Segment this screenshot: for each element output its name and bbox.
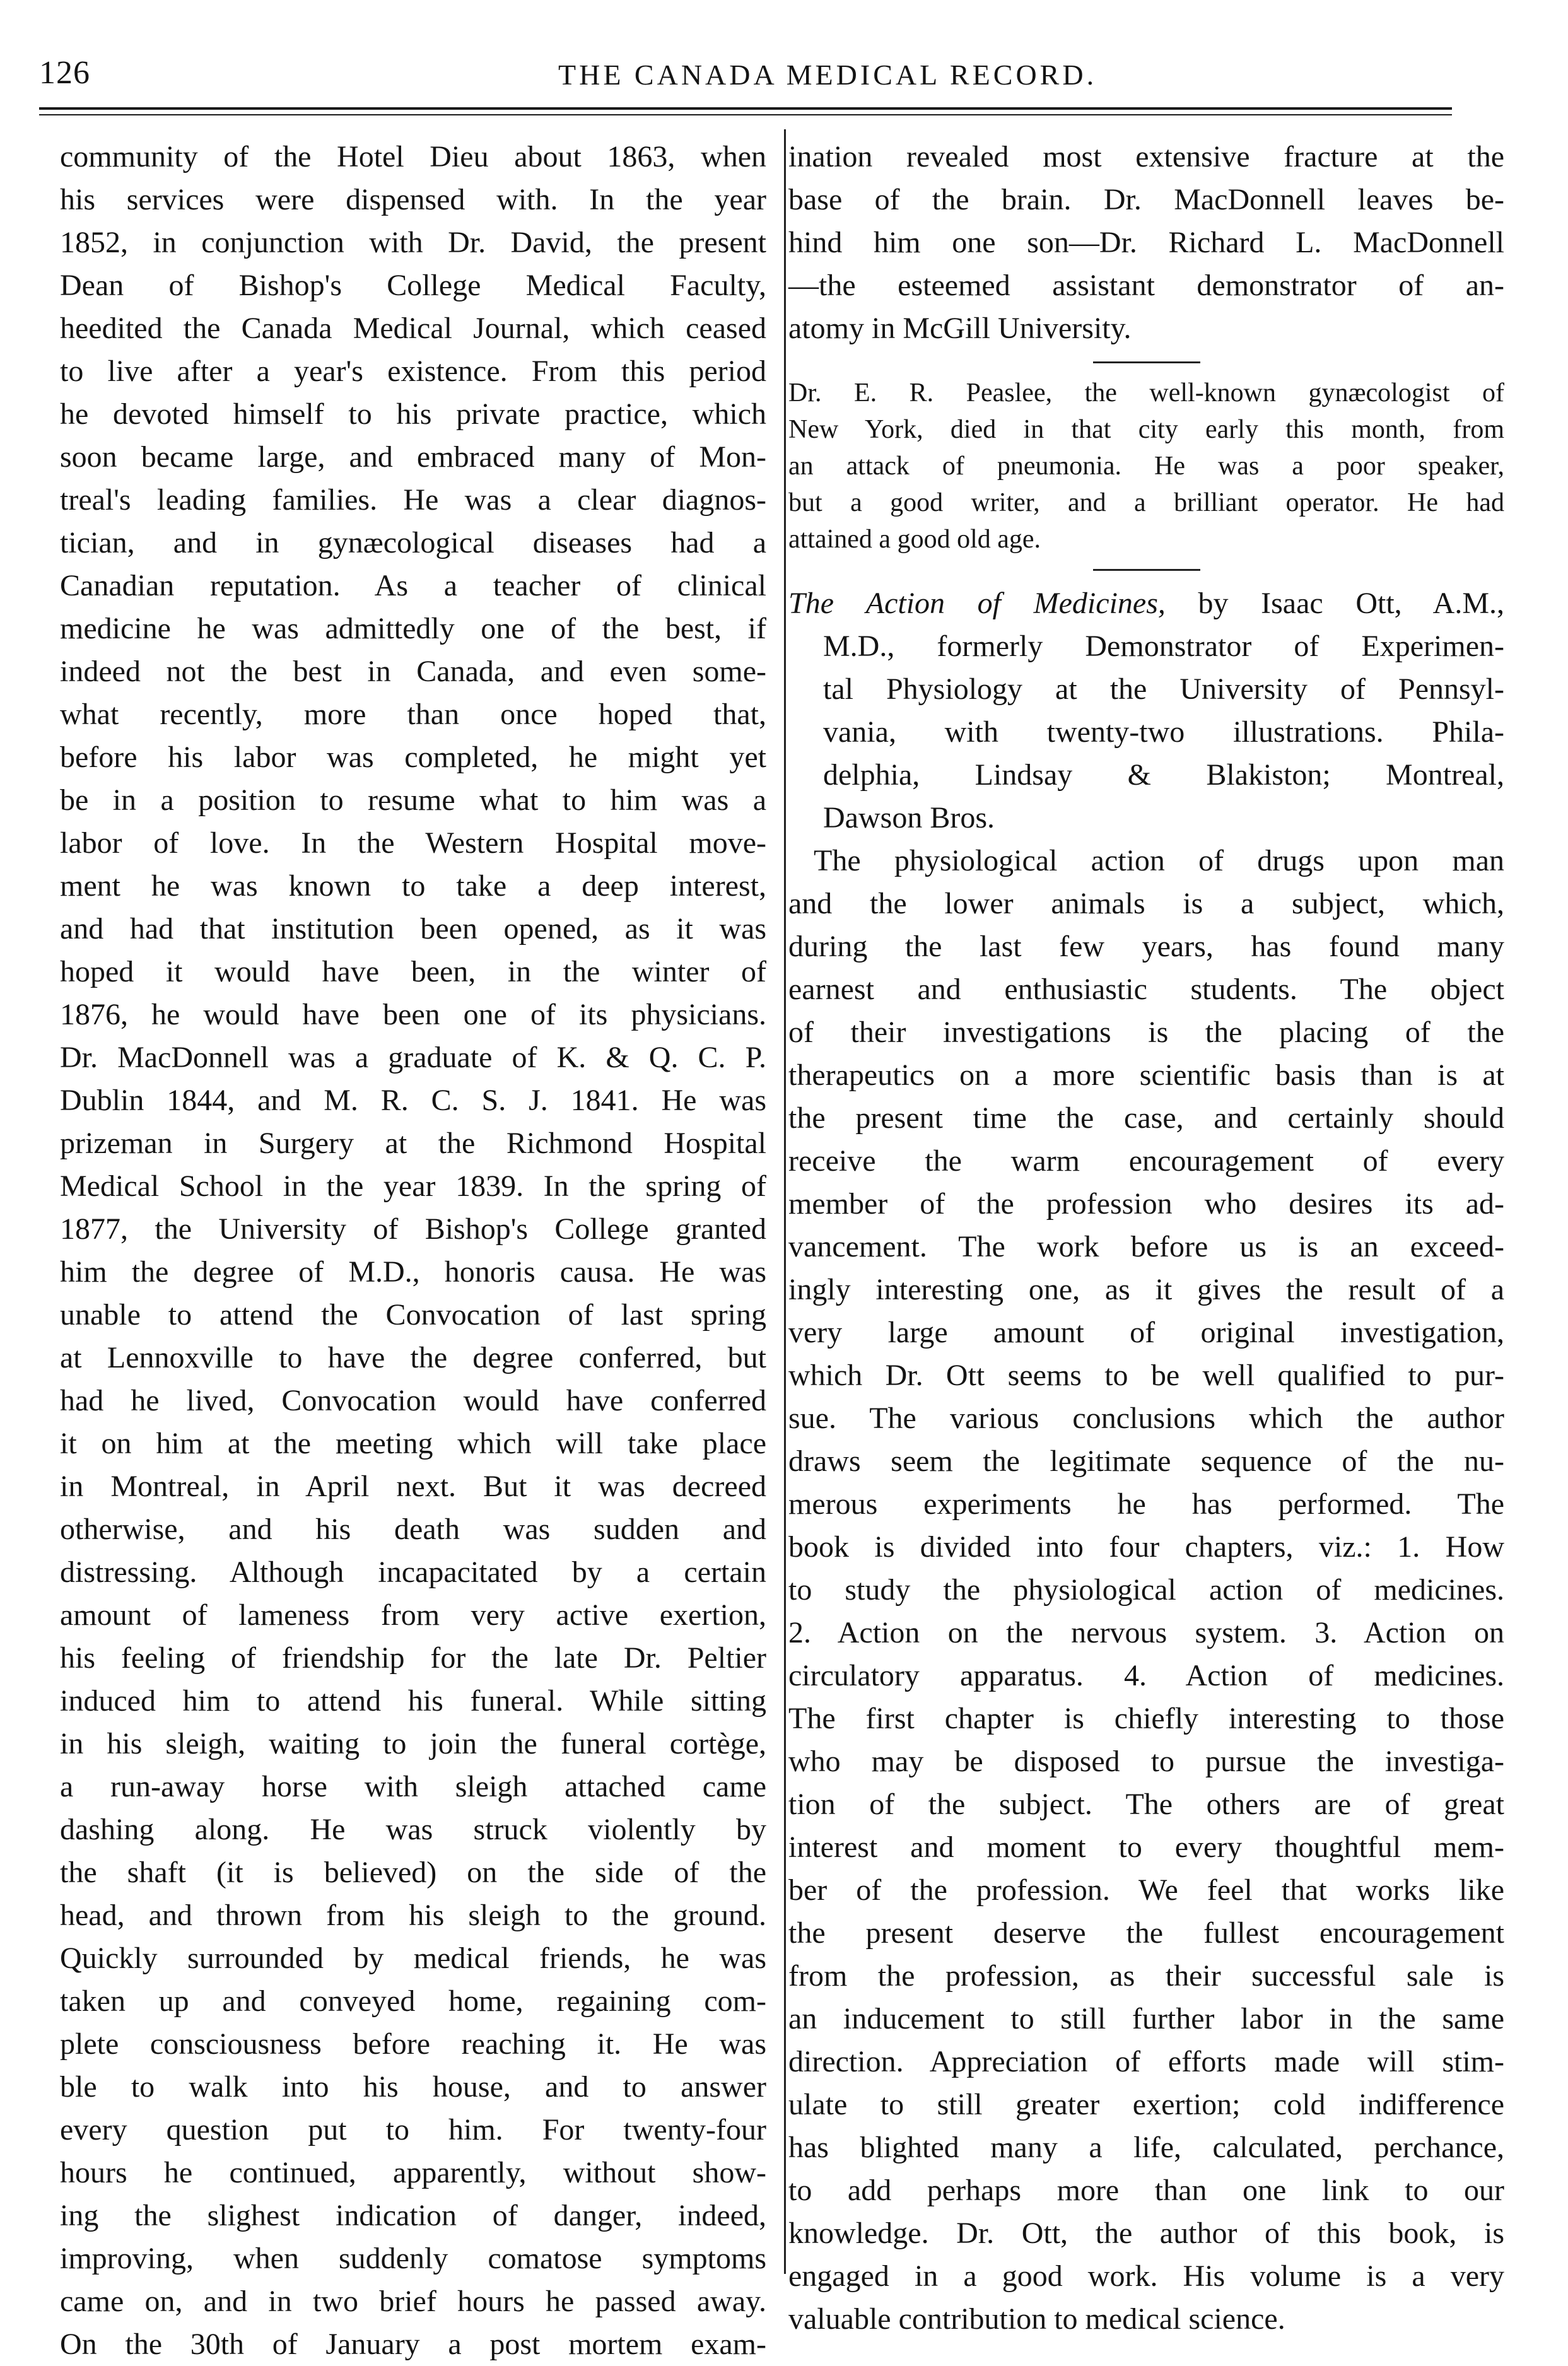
text-line: labor of love. In the Western Hospital move-	[60, 826, 766, 860]
text-line: his feeling of friendship for the late Dr. Peltier	[60, 1641, 766, 1675]
text-line: treal's leading families. He was a clear diagnos-	[60, 483, 766, 517]
section-separator	[1093, 569, 1200, 571]
text-line: has blighted many a life, calculated, perchance,	[788, 2131, 1504, 2164]
book-title: The Action of Medicines,	[788, 587, 1166, 620]
text-line: community of the Hotel Dieu about 1863, when	[60, 140, 766, 173]
text-line: knowledge. Dr. Ott, the author of this book, is	[788, 2217, 1504, 2250]
text-line: at Lennoxville to have the degree conferred, but	[60, 1341, 766, 1374]
text-line: an attack of pneumonia. He was a poor speaker,	[788, 452, 1504, 481]
text-line: the present deserve the fullest encouragement	[788, 1916, 1504, 1950]
text-line: tician, and in gynæcological diseases had a	[60, 526, 766, 559]
review-heading	[788, 582, 1504, 625]
text-line: ination revealed most extensive fracture at the	[788, 140, 1504, 173]
book-review	[788, 582, 1504, 2341]
text-line: ulate to still greater exertion; cold indifference	[788, 2088, 1504, 2121]
text-line: to live after a year's existence. From this period	[60, 354, 766, 388]
text-line: ingly interesting one, as it gives the result of a	[788, 1273, 1504, 1306]
section-separator	[1093, 361, 1200, 363]
text-line: Canadian reputation. As a teacher of clinical	[60, 569, 766, 602]
text-line: an inducement to still further labor in the same	[788, 2002, 1504, 2035]
text-line: merous experiments he has performed. The	[788, 1487, 1504, 1521]
text-line: he devoted himself to his private practice, which	[60, 397, 766, 431]
text-line: prizeman in Surgery at the Richmond Hospital	[60, 1127, 766, 1160]
text-line: what recently, more than once hoped that,	[60, 698, 766, 731]
text-line: otherwise, and his death was sudden and	[60, 1513, 766, 1546]
header-rule-thin	[39, 114, 1452, 115]
text-line: tal Physiology at the University of Pennsyl-	[823, 672, 1504, 706]
text-line: 1877, the University of Bishop's College granted	[60, 1212, 766, 1246]
column-divider	[784, 129, 786, 2274]
text-line: The physiological action of drugs upon man	[814, 844, 1504, 877]
text-line: and the lower animals is a subject, which,	[788, 887, 1504, 920]
text-line: before his labor was completed, he might yet	[60, 741, 766, 774]
text-line: tion of the subject. The others are of great	[788, 1788, 1504, 1821]
text-line: to study the physiological action of medicines.	[788, 1573, 1504, 1607]
text-line: came on, and in two brief hours he passed away.	[60, 2285, 766, 2318]
text-line: The first chapter is chiefly interesting to those	[788, 1702, 1504, 1735]
text-line: On the 30th of January a post mortem exam-	[60, 2328, 766, 2361]
text-line: induced him to attend his funeral. While sitting	[60, 1684, 766, 1718]
text-line: Dr. MacDonnell was a graduate of K. & Q. C. P.	[60, 1041, 766, 1074]
text-line: Dean of Bishop's College Medical Faculty,	[60, 269, 766, 302]
text-line: who may be disposed to pursue the investiga-	[788, 1745, 1504, 1778]
text-line: dashing along. He was struck violently by	[60, 1813, 766, 1846]
text-line: interest and moment to every thoughtful mem-	[788, 1830, 1504, 1864]
text-line: vancement. The work before us is an exceed-	[788, 1230, 1504, 1263]
text-line: amount of lameness from very active exertion,	[60, 1598, 766, 1632]
text-line: improving, when suddenly comatose symptoms	[60, 2242, 766, 2275]
text-line: ber of the profession. We feel that works like	[788, 1873, 1504, 1907]
text-line: —the esteemed assistant demonstrator of an-	[788, 269, 1504, 302]
text-line: 1852, in conjunction with Dr. David, the present	[60, 226, 766, 259]
text-line: ment he was known to take a deep interest,	[60, 869, 766, 903]
text-line: base of the brain. Dr. MacDonnell leaves be-	[788, 183, 1504, 216]
text-line: hours he continued, apparently, without show-	[60, 2156, 766, 2189]
text-line: atomy in McGill University.	[788, 312, 1132, 345]
text-line: every question put to him. For twenty-four	[60, 2113, 766, 2146]
text-line: in his sleigh, waiting to join the funeral cortège,	[60, 1727, 766, 1760]
text-line: Dublin 1844, and M. R. C. S. J. 1841. He was	[60, 1084, 766, 1117]
text-line: heedited the Canada Medical Journal, which ceased	[60, 312, 766, 345]
text-line: but a good writer, and a brilliant operator. He had	[788, 488, 1504, 517]
text-line: Quickly surrounded by medical friends, he was	[60, 1941, 766, 1975]
text-line: him the degree of M.D., honoris causa. He was	[60, 1255, 766, 1289]
text-line: circulatory apparatus. 4. Action of medicines.	[788, 1659, 1504, 1692]
text-line: valuable contribution to medical science.	[788, 2302, 1285, 2336]
text-line: New York, died in that city early this month, from	[788, 415, 1504, 444]
text-line: it on him at the meeting which will take place	[60, 1427, 766, 1460]
header-rule	[39, 107, 1452, 110]
text-line: hoped it would have been, in the winter of	[60, 955, 766, 988]
text-line: receive the warm encouragement of every	[788, 1144, 1504, 1178]
review-author: by Isaac Ott, A.M.,	[1165, 587, 1504, 620]
text-line: earnest and enthusiastic students. The object	[788, 973, 1504, 1006]
text-line: during the last few years, has found many	[788, 930, 1504, 963]
text-line: therapeutics on a more scientific basis than is at	[788, 1058, 1504, 1092]
text-line: medicine he was admittedly one of the best, if	[60, 612, 766, 645]
text-line: indeed not the best in Canada, and even some-	[60, 655, 766, 688]
text-line: of their investigations is the placing of the	[788, 1016, 1504, 1049]
text-line: M.D., formerly Demonstrator of Experimen-	[823, 630, 1504, 663]
text-line: distressing. Although incapacitated by a certain	[60, 1555, 766, 1589]
text-line: direction. Appreciation of efforts made will stim-	[788, 2045, 1504, 2078]
text-line: taken up and conveyed home, regaining com-	[60, 1984, 766, 2018]
right-column	[788, 136, 1504, 2341]
text-line: in Montreal, in April next. But it was decreed	[60, 1470, 766, 1503]
page-header	[0, 50, 1568, 101]
text-line: the shaft (it is believed) on the side of the	[60, 1856, 766, 1889]
text-line: from the profession, as their successful sale is	[788, 1959, 1504, 1993]
text-line: vania, with twenty-two illustrations. Phila-	[823, 715, 1504, 749]
text-line: sue. The various conclusions which the author	[788, 1402, 1504, 1435]
text-line: soon became large, and embraced many of Mon-	[60, 440, 766, 474]
text-line: draws seem the legitimate sequence of the nu-	[788, 1444, 1504, 1478]
text-line: head, and thrown from his sleigh to the ground.	[60, 1899, 766, 1932]
text-line: the present time the case, and certainly should	[788, 1101, 1504, 1135]
journal-title: THE CANADA MEDICAL RECORD.	[558, 59, 1097, 91]
left-column	[60, 136, 766, 2366]
text-line: attained a good old age.	[788, 525, 1041, 554]
text-line: plete consciousness before reaching it. He was	[60, 2027, 766, 2061]
text-line: unable to attend the Convocation of last spring	[60, 1298, 766, 1332]
text-line: 2. Action on the nervous system. 3. Action on	[788, 1616, 1504, 1649]
text-line: Dr. E. R. Peaslee, the well-known gynæcologist of	[788, 378, 1504, 407]
text-line: a run-away horse with sleigh attached came	[60, 1770, 766, 1803]
peaslee-notice	[788, 375, 1504, 558]
text-line: his services were dispensed with. In the year	[60, 183, 766, 216]
text-line: ing the slighest indication of danger, indeed,	[60, 2199, 766, 2232]
text-line: be in a position to resume what to him was a	[60, 783, 766, 817]
review-body	[788, 840, 1504, 2341]
text-line: very large amount of original investigation,	[788, 1316, 1504, 1349]
text-line: to add perhaps more than one link to our	[788, 2174, 1504, 2207]
text-line: which Dr. Ott seems to be well qualified to pur-	[788, 1359, 1504, 1392]
review-heading-details	[788, 625, 1504, 840]
text-line: ble to walk into his house, and to answer	[60, 2070, 766, 2104]
text-line: Dawson Bros.	[823, 801, 995, 835]
text-line: book is divided into four chapters, viz.: 1. How	[788, 1530, 1504, 1564]
text-line: hind him one son—Dr. Richard L. MacDonnell	[788, 226, 1504, 259]
text-line: 1876, he would have been one of its physicians.	[60, 998, 766, 1031]
text-line: had he lived, Convocation would have conferred	[60, 1384, 766, 1417]
text-line: engaged in a good work. His volume is a very	[788, 2259, 1504, 2293]
text-line: and had that institution been opened, as it was	[60, 912, 766, 946]
page-number: 126	[39, 55, 90, 91]
text-line: delphia, Lindsay & Blakiston; Montreal,	[823, 758, 1504, 792]
text-line: member of the profession who desires its ad-	[788, 1187, 1504, 1221]
text-line: Medical School in the year 1839. In the spring of	[60, 1169, 766, 1203]
obituary-continuation	[788, 136, 1504, 350]
